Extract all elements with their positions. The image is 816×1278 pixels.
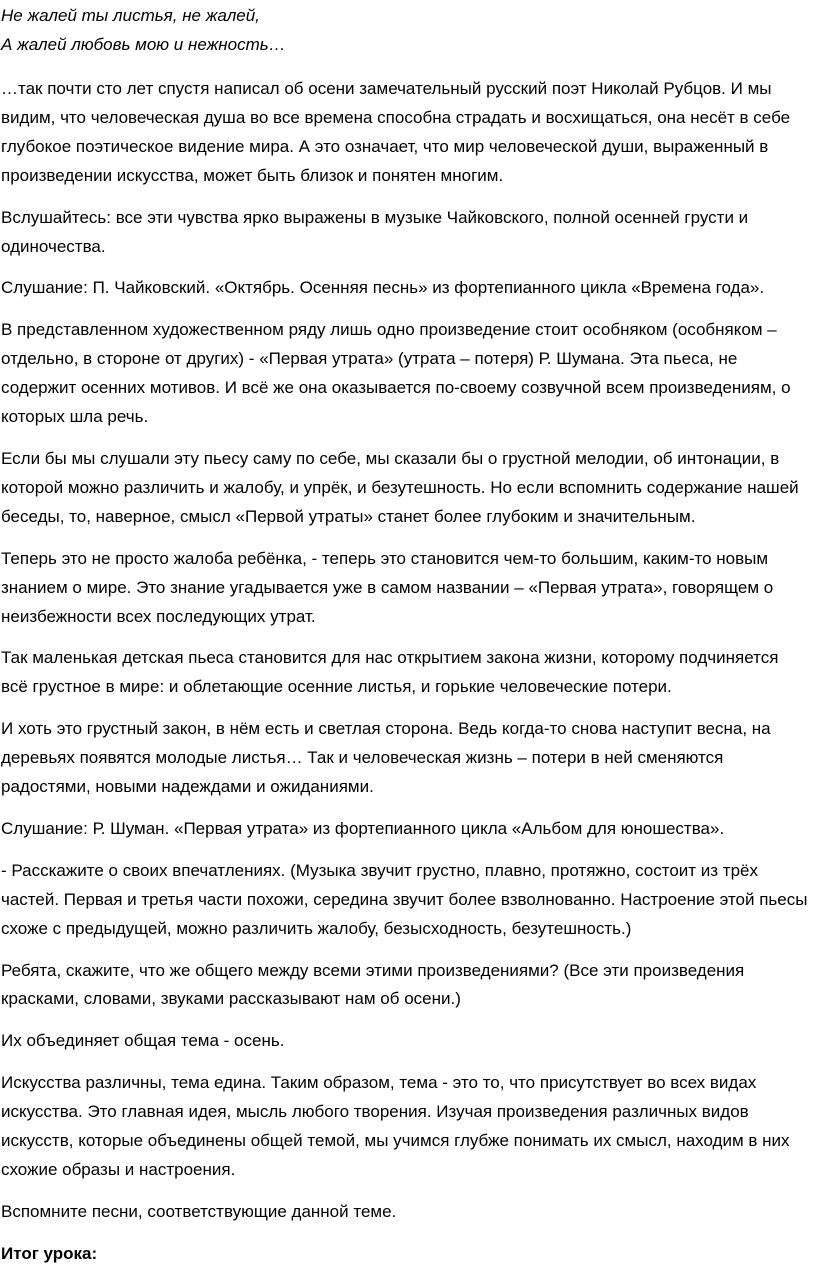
paragraph-remember-songs: Вспомните песни, соответствующие данной теме. — [1, 1201, 397, 1221]
paragraph-rubtsov: …так почти сто лет спустя написал об осени замечательный русский поэт Николай Рубцов. И мы видим, что человеческая душа во все времена способна страдать и восхищаться, она несёт в себе глубокое поэтическое видение мира. А это означает, что мир человеческой души, выраженный в произведении искусства, может быть близок и понятен многим. — [1, 79, 791, 185]
paragraph-listening-schumann: Слушание: Р. Шуман. «Первая утрата» из фортепианного цикла «Альбом для юношества». — [1, 818, 725, 838]
paragraph-first-loss-intro: В представленном художественном ряду лишь одно произведение стоит особняком (особняком – отдельно, в стороне от других) - «Первая утрата» (утрата – потеря) Р. Шумана. Эта пьеса, не содержит осенних мотивов. И всё же она оказывается по-своему созвучной всем произведениям, о которых шла речь. — [1, 320, 791, 427]
poem-line-1: Не жалей ты листья, не жалей, — [1, 6, 260, 25]
poem-line-2: А жалей любовь мою и нежность… — [1, 35, 286, 54]
paragraph-melody-description: Если бы мы слушали эту пьесу саму по себе, мы сказали бы о грустной мелодии, об интонации, в которой можно различить и жалобу, и упрёк, и безутешность. Но если вспомнить содержание нашей беседы, то, наверное, смысл «Первой утраты» станет более глубоким и значительным. — [1, 448, 799, 526]
lesson-summary-heading: Итог урока: — [1, 1243, 98, 1263]
paragraph-listening-tchaikovsky: Слушание: П. Чайковский. «Октябрь. Осенняя песнь» из фортепианного цикла «Времена года». — [1, 278, 765, 298]
paragraph-theme-definition: Искусства различны, тема едина. Таким образом, тема - это то, что присутствует во всех видах искусства. Это главная идея, мысль любого творения. Изучая произведения различных видов искусств, которые объединены общей темой, мы учимся глубже понимать их смысл, находим в них схожие образы и настроения. — [1, 1073, 790, 1179]
paragraph-impressions: - Расскажите о своих впечатлениях. (Музыка звучит грустно, плавно, протяжно, состоит из трёх частей. Первая и третья части похожи, середина звучит более взволнованно. Настроение этой пьесы схоже с предыдущей, можно различить жалобу, безысходность, безутешность.) — [1, 860, 808, 938]
poem-epigraph — [1, 1, 808, 59]
paragraph-tchaikovsky-feelings: Вслушайтесь: все эти чувства ярко выражены в музыке Чайковского, полной осенней грусти и одиночества. — [1, 207, 749, 256]
paragraph-knowledge-of-world: Теперь это не просто жалоба ребёнка, - теперь это становится чем-то большим, каким-то новым знанием о мире. Это знание угадывается уже в самом названии – «Первая утрата», говорящем о неизбежности всех последующих утрат. — [1, 548, 774, 626]
paragraph-bright-side: И хоть это грустный закон, в нём есть и светлая сторона. Ведь когда-то снова наступит весна, на деревьях появятся молодые листья… Так и человеческая жизнь – потери в ней сменяются радостями, новыми надеждами и ожиданиями. — [1, 719, 771, 797]
paragraph-common-question: Ребята, скажите, что же общего между всеми этими произведениями? (Все эти произведения красками, словами, звуками рассказывают нам об осени.) — [1, 960, 745, 1009]
paragraph-common-theme: Их объединяет общая тема - осень. — [1, 1031, 285, 1051]
paragraph-law-of-life: Так маленькая детская пьеса становится для нас открытием закона жизни, которому подчиняется всё грустное в мире: и облетающие осенние листья, и горькие человеческие потери. — [1, 648, 779, 697]
